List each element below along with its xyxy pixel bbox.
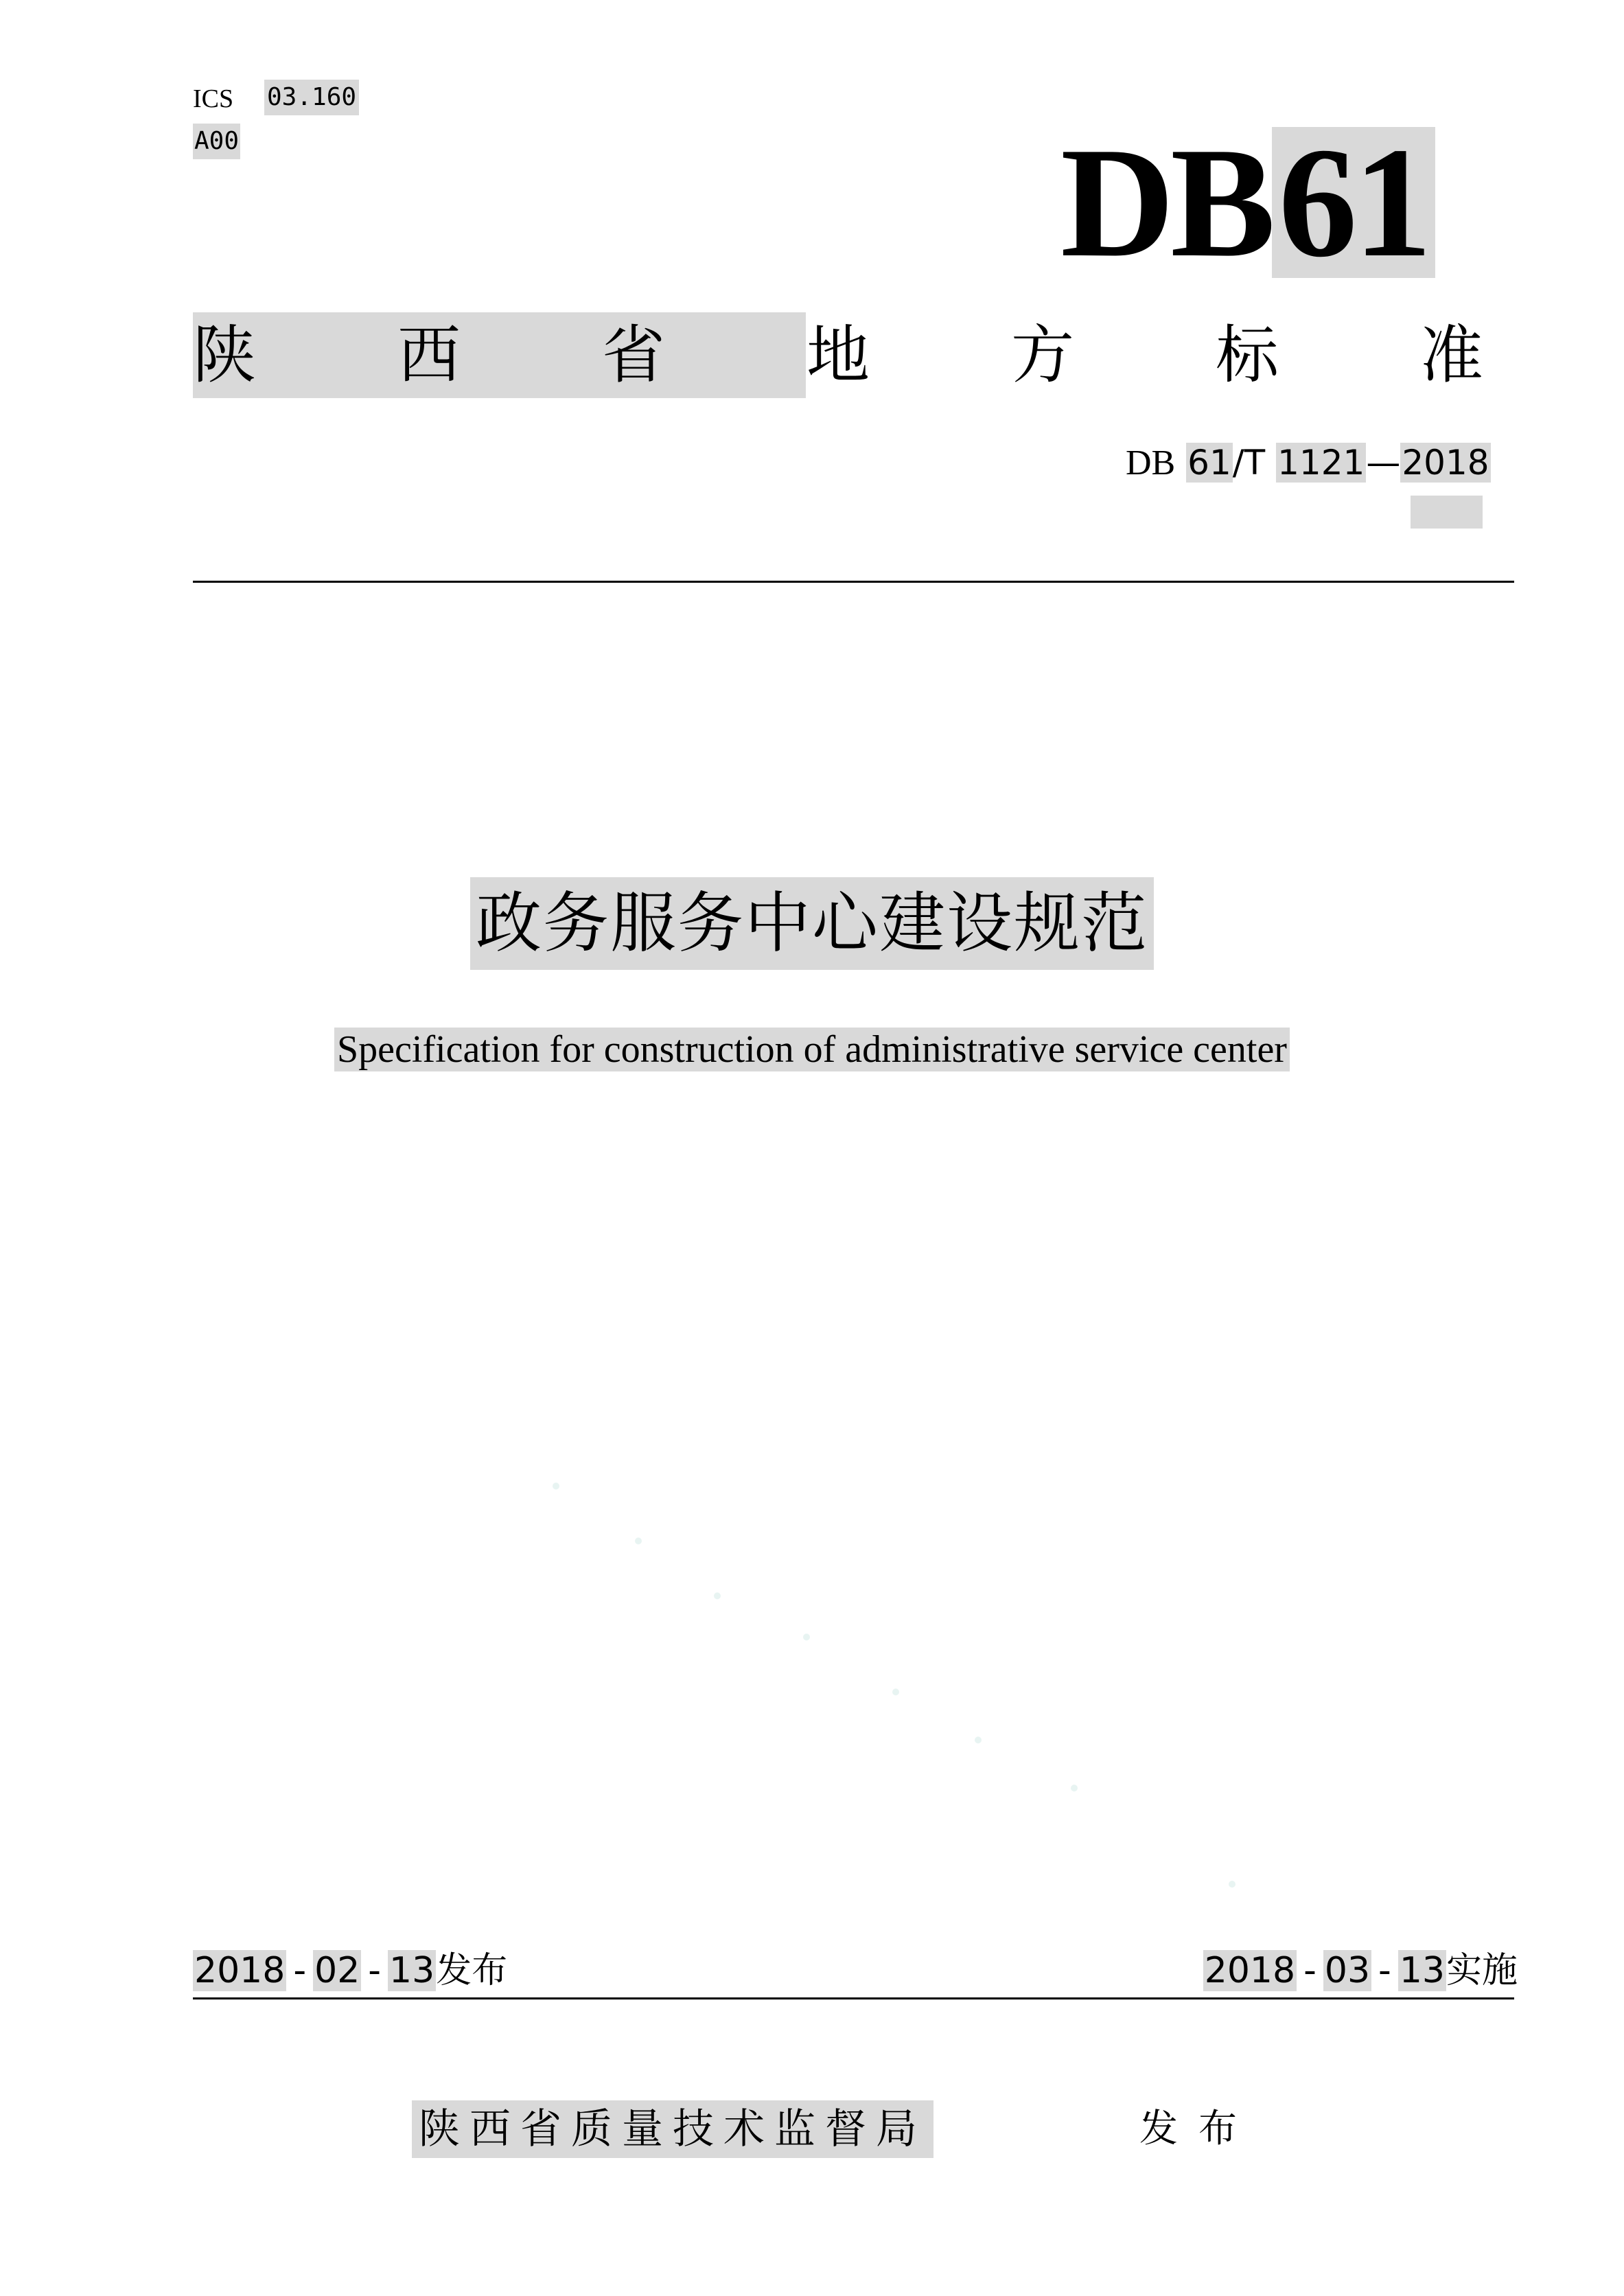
issuer-action: 发布 <box>1139 2107 1257 2151</box>
implement-sep: - <box>1378 1950 1391 1991</box>
publish-day: 13 <box>389 1950 435 1991</box>
ics-label: ICS <box>193 84 234 113</box>
standard-number-dash: — <box>1366 443 1401 483</box>
title-chinese-row <box>0 877 1624 970</box>
implement-sep: - <box>1303 1950 1316 1991</box>
watermark-speck <box>1071 1785 1078 1791</box>
watermark-speck <box>635 1538 642 1544</box>
standard-number-serial: 1121 <box>1277 443 1365 483</box>
standard-number-prefix: DB <box>1126 443 1176 483</box>
issuer-name: 陕西省质量技术监督局 <box>412 2100 933 2158</box>
standard-type-char: 方 <box>1011 318 1075 392</box>
ics-code: 03.160 <box>264 80 359 115</box>
logo-letters: DB <box>1060 115 1272 290</box>
publish-year: 2018 <box>194 1950 286 1991</box>
watermark-speck <box>975 1737 982 1743</box>
implement-label: 实施 <box>1446 1950 1518 1991</box>
classification-code: A00 <box>193 124 240 159</box>
publish-date <box>193 1948 507 1993</box>
watermark-speck <box>1229 1881 1236 1888</box>
header-divider <box>193 581 1514 583</box>
standard-type-char: 准 <box>1420 318 1484 392</box>
standard-number-year: 2018 <box>1402 443 1489 483</box>
publish-month: 02 <box>314 1950 360 1991</box>
standard-number <box>1126 439 1491 487</box>
implement-month: 03 <box>1324 1950 1371 1991</box>
standard-type <box>193 312 1483 398</box>
title-english: Specification for construction of administrative service center <box>334 1028 1290 1071</box>
publish-label: 发布 <box>436 1950 508 1991</box>
standard-type-char: 西 <box>397 318 461 392</box>
implement-day: 13 <box>1399 1950 1445 1991</box>
title-chinese: 政务服务中心建设规范 <box>470 877 1154 970</box>
db61-logo <box>1060 115 1435 290</box>
standard-type-char: 省 <box>602 318 666 392</box>
footer-divider <box>193 1997 1514 1999</box>
title-english-row <box>0 1028 1624 1071</box>
watermark-speck <box>892 1689 899 1695</box>
watermark-speck <box>714 1592 721 1599</box>
watermark-speck <box>553 1483 559 1489</box>
watermark-speck <box>803 1634 810 1640</box>
standard-type-char: 地 <box>807 318 870 392</box>
standard-type-char: 陕 <box>193 318 257 392</box>
logo-digits: 61 <box>1272 127 1435 278</box>
standard-number-province: 61 <box>1187 443 1231 483</box>
implement-year: 2018 <box>1204 1950 1296 1991</box>
standard-type-char: 标 <box>1216 318 1279 392</box>
publish-sep: - <box>368 1950 382 1991</box>
implement-date <box>1203 1948 1518 1993</box>
standard-number-highlight <box>1411 496 1483 529</box>
standard-number-type: /T <box>1232 443 1266 483</box>
publish-sep: - <box>293 1950 307 1991</box>
